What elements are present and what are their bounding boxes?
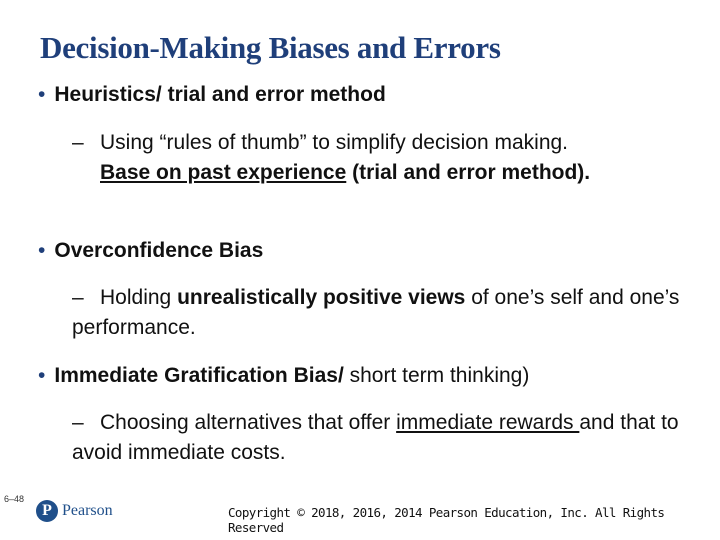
sub-heuristics-line2	[72, 158, 702, 188]
bullet-immediate-bold: Immediate Gratification Bias/	[54, 364, 344, 387]
pearson-logo	[36, 500, 113, 522]
sub-immediate-post: and that to avoid immediate costs.	[72, 411, 679, 464]
sub-bullet-immediate	[72, 408, 702, 468]
sub-immediate-pre: Choosing alternatives that offer	[100, 411, 397, 434]
sub-heuristics-underline: Base on past experience	[100, 161, 347, 184]
sub-dash: –	[72, 131, 84, 154]
pearson-logo-icon: P	[36, 500, 58, 522]
sub-overconfidence-bold: unrealistically positive views	[177, 286, 466, 309]
pearson-logo-text: Pearson	[62, 502, 113, 519]
sub-overconfidence-text	[72, 286, 679, 339]
bullet-overconfidence	[38, 238, 263, 264]
bullet-overconfidence-text: Overconfidence Bias	[54, 239, 264, 262]
bullet-immediate-gratification	[38, 363, 529, 389]
sub-dash: –	[72, 411, 84, 434]
sub-overconfidence-pre: Holding	[100, 286, 178, 309]
sub-overconfidence-post: of one’s self and one’s performance.	[72, 286, 680, 339]
slide-number: 6–48	[4, 494, 25, 504]
sub-immediate-underline: immediate rewards	[396, 411, 580, 434]
bullet-dot: •	[38, 239, 46, 262]
sub-heuristics-line1: Using “rules of thumb” to simplify decision making.	[100, 131, 569, 154]
bullet-dot: •	[38, 83, 46, 106]
bullet-heuristics-text: Heuristics/ trial and error method	[54, 83, 386, 106]
bullet-heuristics	[38, 82, 386, 108]
slide-title: Decision-Making Biases and Errors	[40, 30, 501, 65]
bullet-immediate-normal: short term thinking)	[343, 364, 530, 387]
bullet-dot: •	[38, 364, 46, 387]
sub-dash: –	[72, 286, 84, 309]
sub-bullet-heuristics	[72, 128, 702, 188]
sub-heuristics-rest: (trial and error method).	[346, 161, 591, 184]
copyright-notice: Copyright © 2018, 2016, 2014 Pearson Education, Inc. All Rights Reserved	[228, 505, 665, 535]
sub-bullet-overconfidence	[72, 283, 702, 343]
